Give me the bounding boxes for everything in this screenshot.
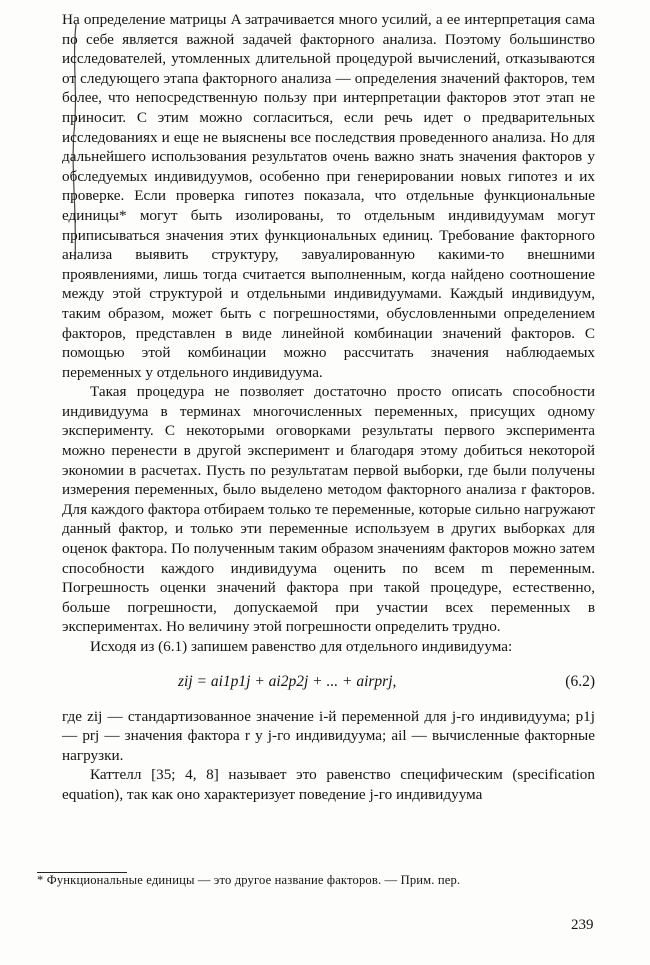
equation-formula: zij = ai1p1j + ai2p2j + ... + airprj, xyxy=(178,672,397,690)
page-number: 239 xyxy=(571,917,594,933)
paragraph-5: Каттелл [35; 4, 8] называет это равенство специфическим (specification equation), так как оно характеризует поведение j-го индивидуума xyxy=(62,766,595,803)
equation-6-2 xyxy=(62,665,595,701)
footnote-text: * Функциональные единицы — это другое название факторов. — Прим. пер. xyxy=(37,873,461,887)
paragraph-3: Исходя из (6.1) запишем равенство для отдельного индивидуума: xyxy=(90,638,513,655)
text-column xyxy=(62,10,595,805)
equation-number: (6.2) xyxy=(565,672,595,690)
footnote xyxy=(37,872,597,889)
paragraph-1: На определение матрицы A затрачивается много усилий, а ее интерпретация сама по себе является важной задачей факторного анализа. Поэтому большинство исследователей, утомленных длительной процедурой вычислений, отказываются от следующего этапа факторного анализа — определения значений факторов, тем более, что непосредственную пользу при интерпретации факторов этот этап не приносит. С этим можно согласиться, если речь идет о предварительных исследованиях и еще не выяснены все последствия проведенного анализа. Но для дальнейшего использования результатов очень важно знать значения факторов у обследуемых индивидуумов, особенно при генерировании новых гипотез и их проверке. Если проверка гипотез показала, что отдельные функциональные единицы* могут быть изолированы, то отдельным индивидуумам могут приписываться значения этих функциональных единиц. Требование факторного анализа выявить структуру, завуалированную какими-то внешними проявлениями, лишь тогда считается выполненным, когда найдено соотношение между этой структурой и отдельными индивидуумами. Каждый индивидуум, таким образом, может быть с погрешностями, обусловленными определением факторов, представлен в виде линейной комбинации значений факторов. С помощью этой комбинации можно рассчитать значения наблюдаемых переменных у отдельного индивидуума. xyxy=(62,11,595,381)
paragraph-4: где zij — стандартизованное значение i-й переменной для j-го индивидуума; p1j — prj — значения фактора r у j-го индивидуума; ail — вычисленные факторные нагрузки. xyxy=(62,707,595,764)
paragraph-2: Такая процедура не позволяет достаточно просто описать способности индивидуума в терминах многочисленных переменных, присущих одному эксперименту. С некоторыми оговорками результаты первого эксперимента можно перенести в другой эксперимент и благодаря этому добиться некоторой экономии в расчетах. Пусть по результатам первой выборки, где были получены измерения переменных, было выделено методом факторного анализа r факторов. Для каждого фактора отбираем только те переменные, которые сильно нагружают данный фактор, и только эти переменные используем в других выборках для оценок фактора. По полученным таким образом значениям факторов можно затем способности каждого индивидуума оценить по всем m переменным. Погрешность оценки значений фактора при такой процедуре, естественно, больше погрешности, допускаемой при участии всех переменных в экспериментах. Но величину этой погрешности определить трудно. xyxy=(62,383,595,636)
